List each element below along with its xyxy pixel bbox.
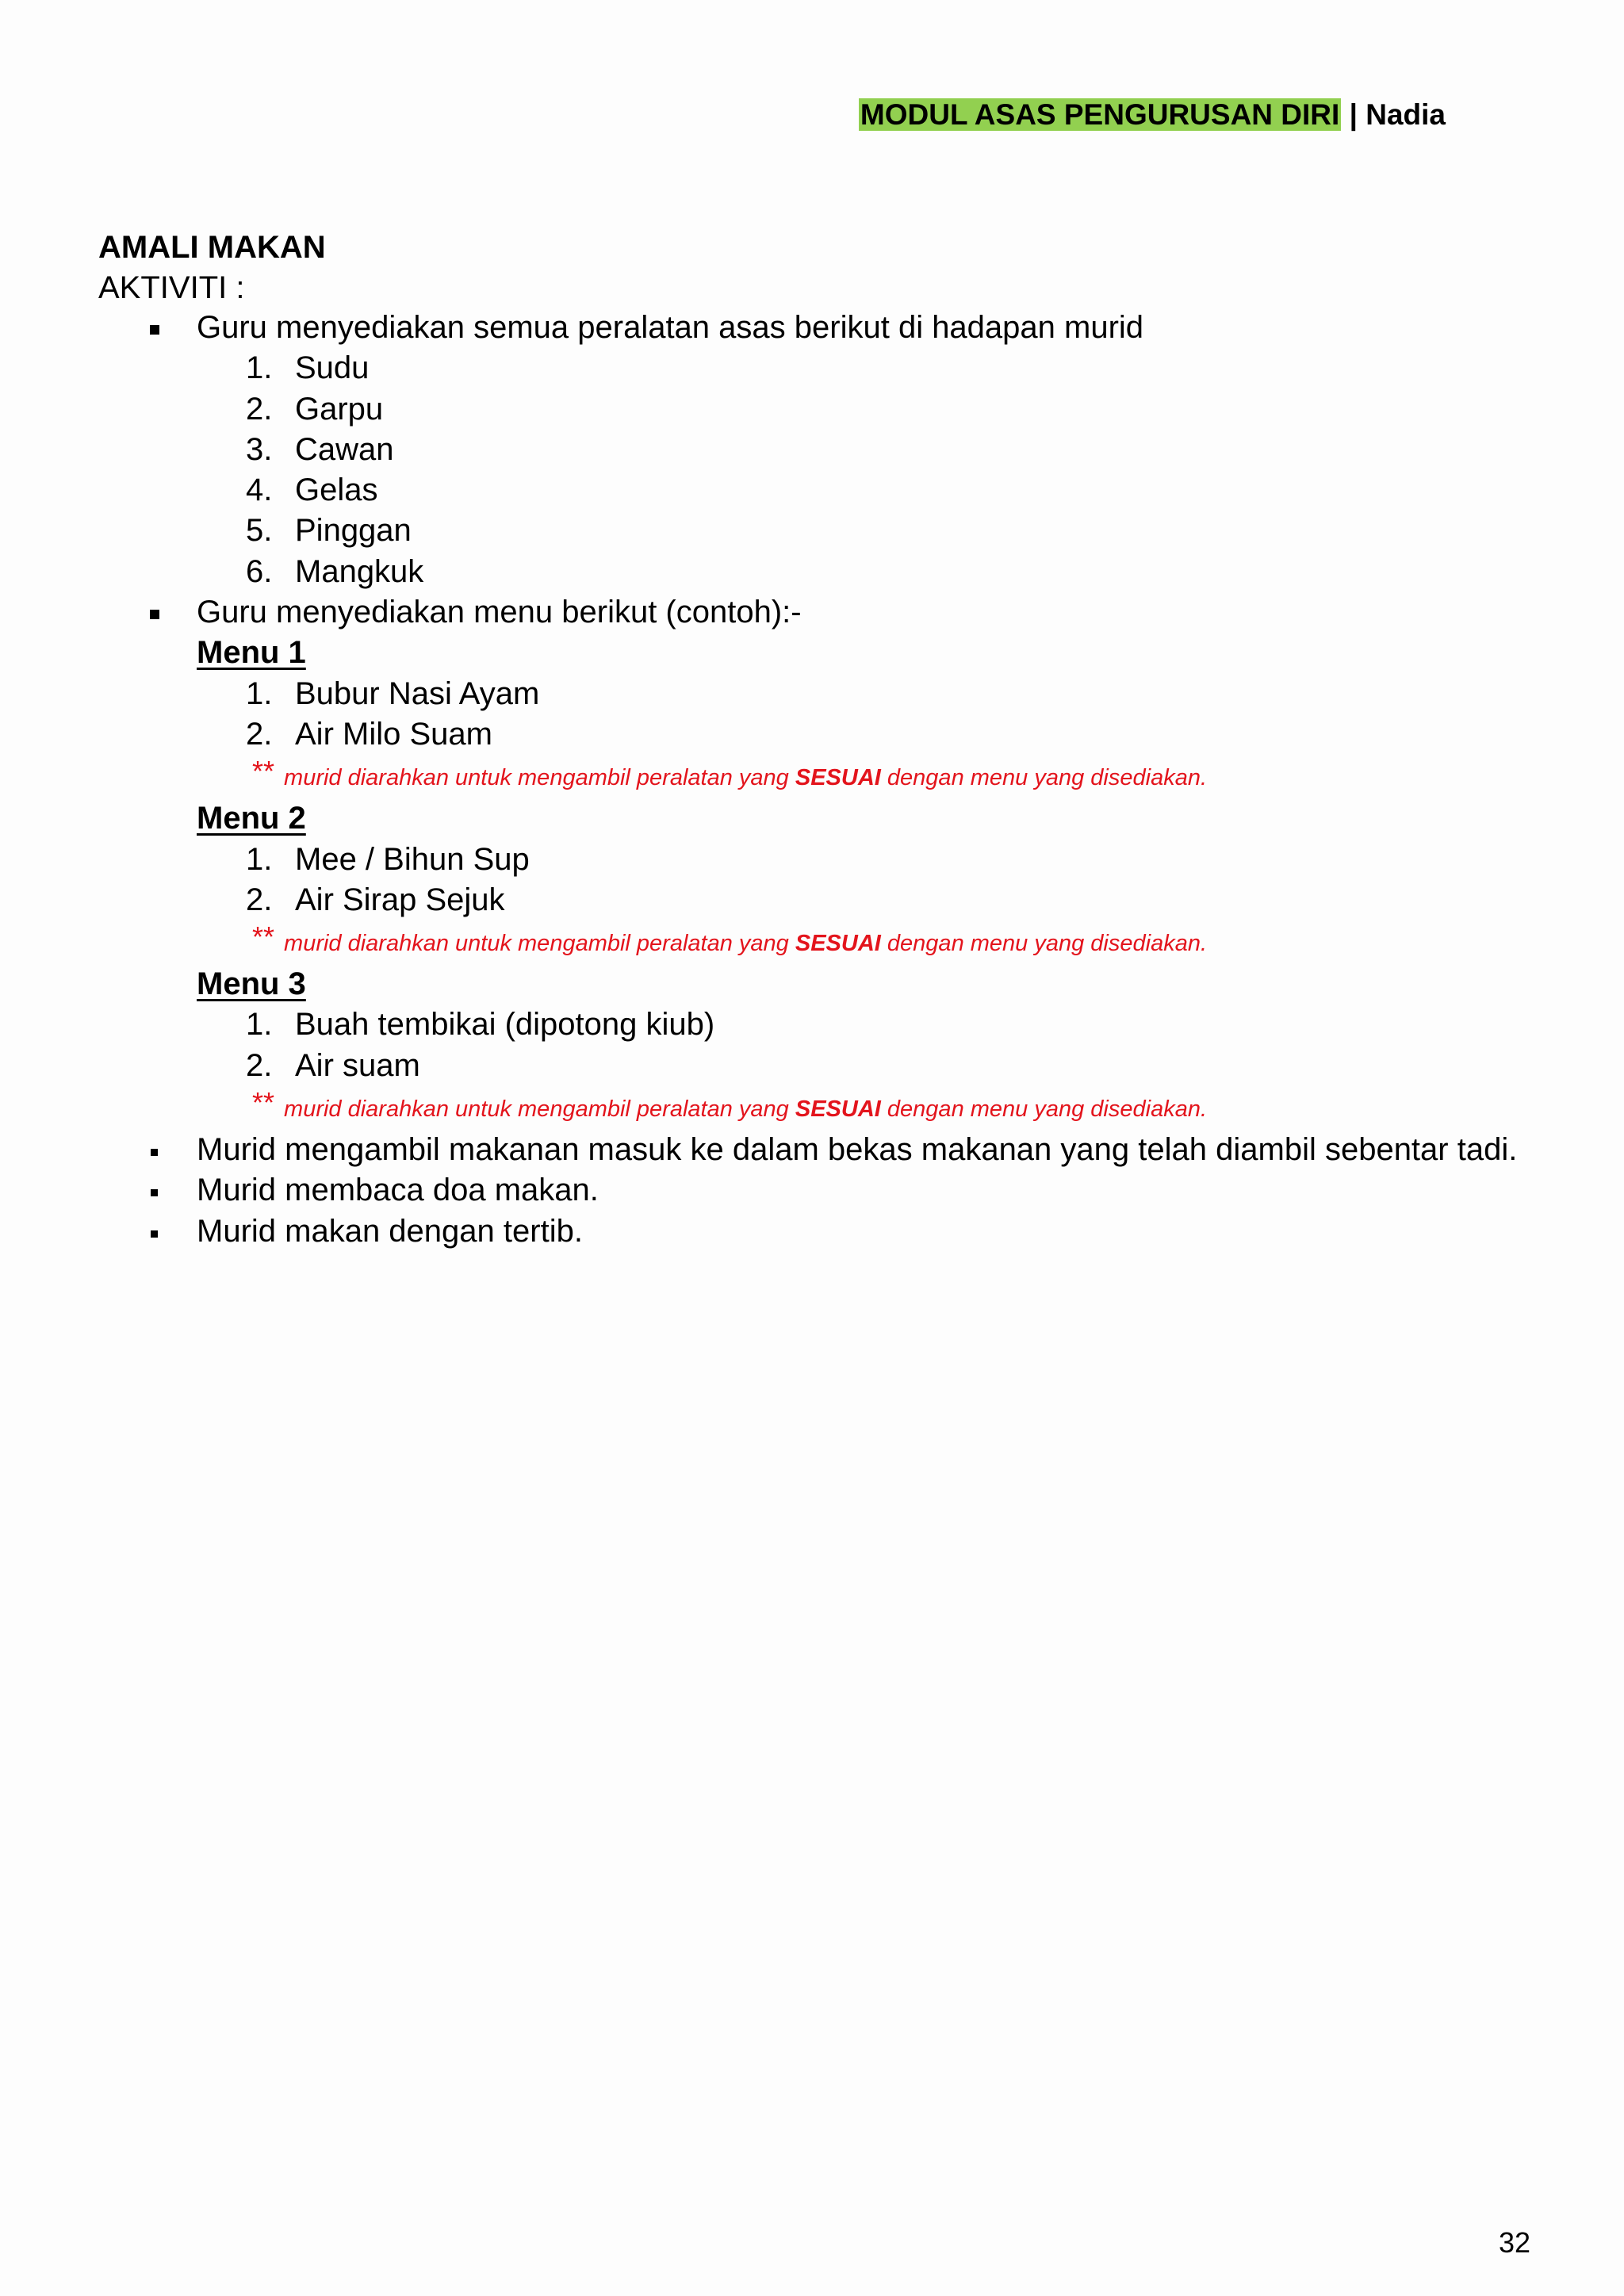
note-text: murid diarahkan untuk mengambil peralatan yang xyxy=(284,765,789,791)
note-emphasis: SESUAI xyxy=(795,931,881,957)
equipment-item: Sudu xyxy=(295,350,370,386)
menu-note xyxy=(98,755,1526,798)
note-text: murid diarahkan untuk mengambil peralatan yang xyxy=(284,931,789,957)
menu-note xyxy=(98,1086,1526,1130)
header-separator: | xyxy=(1349,98,1358,131)
bullet-icon xyxy=(150,325,159,335)
list-item: 3. Cawan xyxy=(246,431,394,467)
note-stars: ** xyxy=(252,755,275,788)
bullet-menu xyxy=(98,592,1526,633)
list-item: 2. Air Sirap Sejuk xyxy=(246,882,505,917)
page-title: AMALI MAKAN xyxy=(98,230,326,265)
bullet-text: Guru menyediakan menu berikut (contoh):- xyxy=(197,595,802,630)
menu-heading: Menu 2 xyxy=(197,801,306,836)
bullet-text: Murid membaca doa makan. xyxy=(197,1173,599,1208)
menu-item: Buah tembikai (dipotong kiub) xyxy=(295,1007,715,1043)
menu-note xyxy=(98,920,1526,964)
bullet-eat xyxy=(98,1211,1526,1252)
bullet-take-food xyxy=(98,1130,1561,1170)
page-header xyxy=(859,97,1446,133)
bullet-icon xyxy=(151,1230,158,1238)
list-item: 6. Mangkuk xyxy=(246,553,424,589)
menu-item: Air Milo Suam xyxy=(295,716,492,752)
bullet-text: Guru menyediakan semua peralatan asas berikut di hadapan murid xyxy=(197,310,1144,345)
bullet-equipment xyxy=(98,308,1526,348)
equipment-item: Garpu xyxy=(295,391,384,427)
menu-heading: Menu 3 xyxy=(197,966,306,1002)
bullet-text: Murid mengambil makanan masuk ke dalam bekas makanan yang telah diambil sebentar tadi. xyxy=(197,1132,1518,1168)
equipment-item: Pinggan xyxy=(295,513,412,549)
bullet-icon xyxy=(151,1189,158,1196)
bullet-icon xyxy=(151,1149,158,1156)
list-item: 1. Buah tembikai (dipotong kiub) xyxy=(246,1007,715,1043)
equipment-item: Cawan xyxy=(295,431,394,467)
note-text: dengan menu yang disediakan. xyxy=(887,1096,1208,1123)
list-item: 2. Air Milo Suam xyxy=(246,716,492,752)
main-content xyxy=(98,227,1526,1252)
list-item: 4. Gelas xyxy=(246,473,378,508)
note-stars: ** xyxy=(252,920,275,954)
menu-item: Mee / Bihun Sup xyxy=(295,841,530,877)
menu-heading: Menu 1 xyxy=(197,635,306,671)
bullet-text: Murid makan dengan tertib. xyxy=(197,1213,583,1249)
note-text: dengan menu yang disediakan. xyxy=(887,765,1208,791)
bullet-pray xyxy=(98,1170,1526,1211)
list-item: 2. Garpu xyxy=(246,391,384,427)
page-number: 32 xyxy=(1498,2226,1530,2259)
author-name: Nadia xyxy=(1365,98,1446,131)
list-item: 2. Air suam xyxy=(246,1047,420,1083)
note-emphasis: SESUAI xyxy=(795,765,881,791)
note-emphasis: SESUAI xyxy=(795,1096,881,1123)
menu-item: Air Sirap Sejuk xyxy=(295,882,505,917)
menu-item: Air suam xyxy=(295,1047,420,1083)
note-stars: ** xyxy=(252,1086,275,1119)
list-item: 1. Mee / Bihun Sup xyxy=(246,841,530,877)
note-text: murid diarahkan untuk mengambil peralatan yang xyxy=(284,1096,789,1123)
bullet-icon xyxy=(150,610,159,619)
activity-label: AKTIVITI : xyxy=(98,270,245,305)
menu-item: Bubur Nasi Ayam xyxy=(295,675,540,711)
equipment-item: Mangkuk xyxy=(295,553,424,589)
list-item: 1. Sudu xyxy=(246,350,370,386)
list-item: 5. Pinggan xyxy=(246,513,412,549)
list-item: 1. Bubur Nasi Ayam xyxy=(246,675,540,711)
equipment-item: Gelas xyxy=(295,473,378,508)
note-text: dengan menu yang disediakan. xyxy=(887,931,1208,957)
module-title: MODUL ASAS PENGURUSAN DIRI xyxy=(860,98,1340,131)
